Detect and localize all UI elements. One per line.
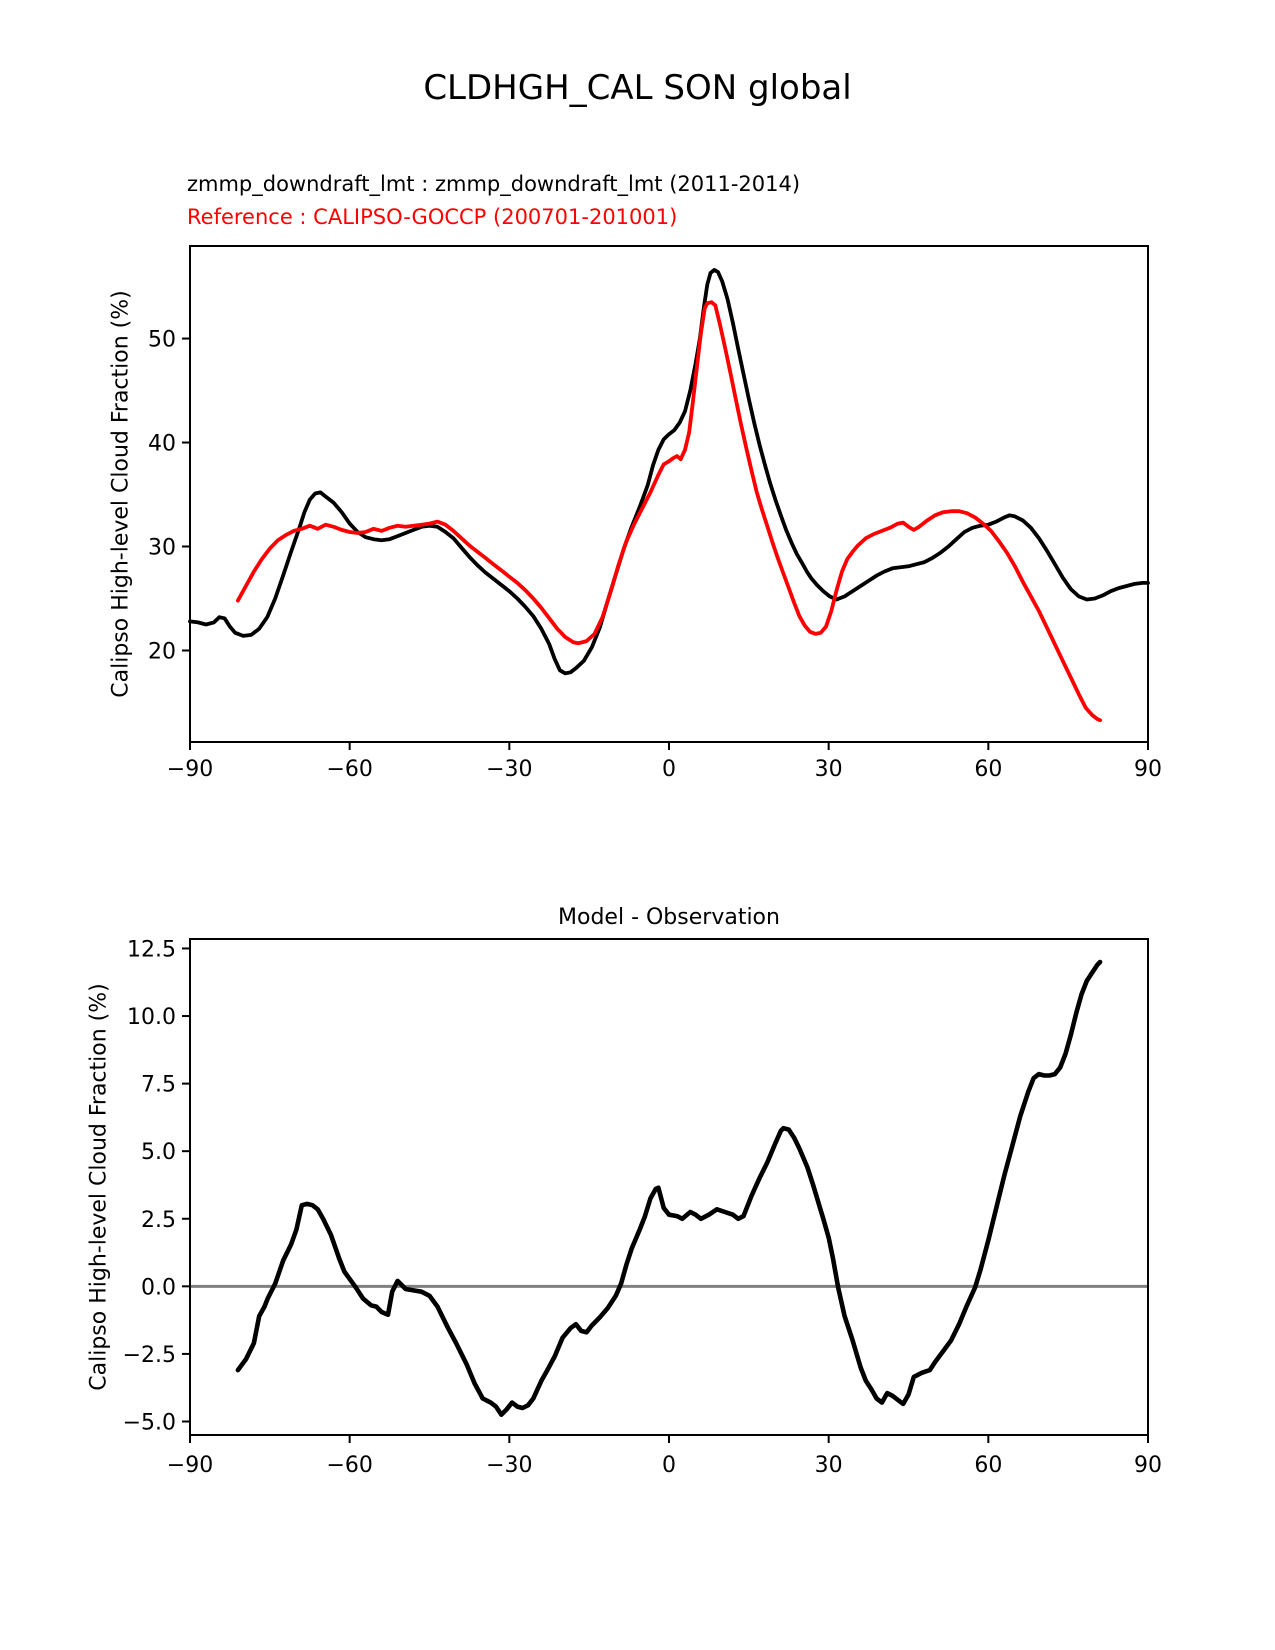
legend-reference-label: Reference : CALIPSO-GOCCP (200701-201001) — [187, 205, 678, 229]
x-tick-label: 0 — [662, 1453, 676, 1478]
series-line — [238, 962, 1100, 1415]
y-tick-label: 40 — [148, 431, 176, 457]
x-tick-label: 30 — [814, 757, 843, 782]
y-tick-label: −5.0 — [122, 1410, 176, 1436]
y-tick-label: 30 — [148, 535, 176, 561]
y-tick-label: 2.5 — [141, 1207, 176, 1233]
x-tick-label: −30 — [486, 757, 533, 782]
y-tick-label: 50 — [148, 327, 176, 353]
y-tick-label: 5.0 — [141, 1140, 176, 1166]
x-tick-label: 30 — [814, 1453, 843, 1478]
x-tick-label: 90 — [1134, 757, 1162, 782]
x-tick-label: 60 — [974, 1453, 1003, 1478]
bottom-chart-ylabel: Calipso High-level Cloud Fraction (%) — [86, 983, 112, 1391]
figure-title: CLDHGH_CAL SON global — [423, 68, 852, 108]
axes-frame — [190, 246, 1148, 742]
x-tick-label: 0 — [662, 757, 676, 782]
y-tick-label: 10.0 — [127, 1005, 176, 1031]
y-tick-label: 7.5 — [141, 1072, 176, 1098]
axes-frame — [190, 939, 1148, 1435]
x-tick-label: −90 — [166, 757, 214, 782]
x-tick-label: −30 — [486, 1453, 533, 1478]
legend-model-label: zmmp_downdraft_lmt : zmmp_downdraft_lmt (2011-2014) — [187, 172, 801, 196]
y-tick-label: 0.0 — [141, 1275, 176, 1301]
x-tick-label: −60 — [326, 757, 373, 782]
top-chart-ylabel: Calipso High-level Cloud Fraction (%) — [108, 290, 134, 698]
x-tick-label: −90 — [166, 1453, 214, 1478]
x-tick-label: 60 — [974, 757, 1003, 782]
y-tick-label: 12.5 — [127, 937, 176, 963]
series-line — [190, 270, 1148, 674]
bottom-chart-title: Model - Observation — [558, 905, 780, 930]
series-line — [238, 302, 1100, 720]
x-tick-label: 90 — [1134, 1453, 1162, 1478]
y-tick-label: 20 — [148, 639, 176, 665]
y-tick-label: −2.5 — [122, 1342, 176, 1368]
x-tick-label: −60 — [326, 1453, 373, 1478]
